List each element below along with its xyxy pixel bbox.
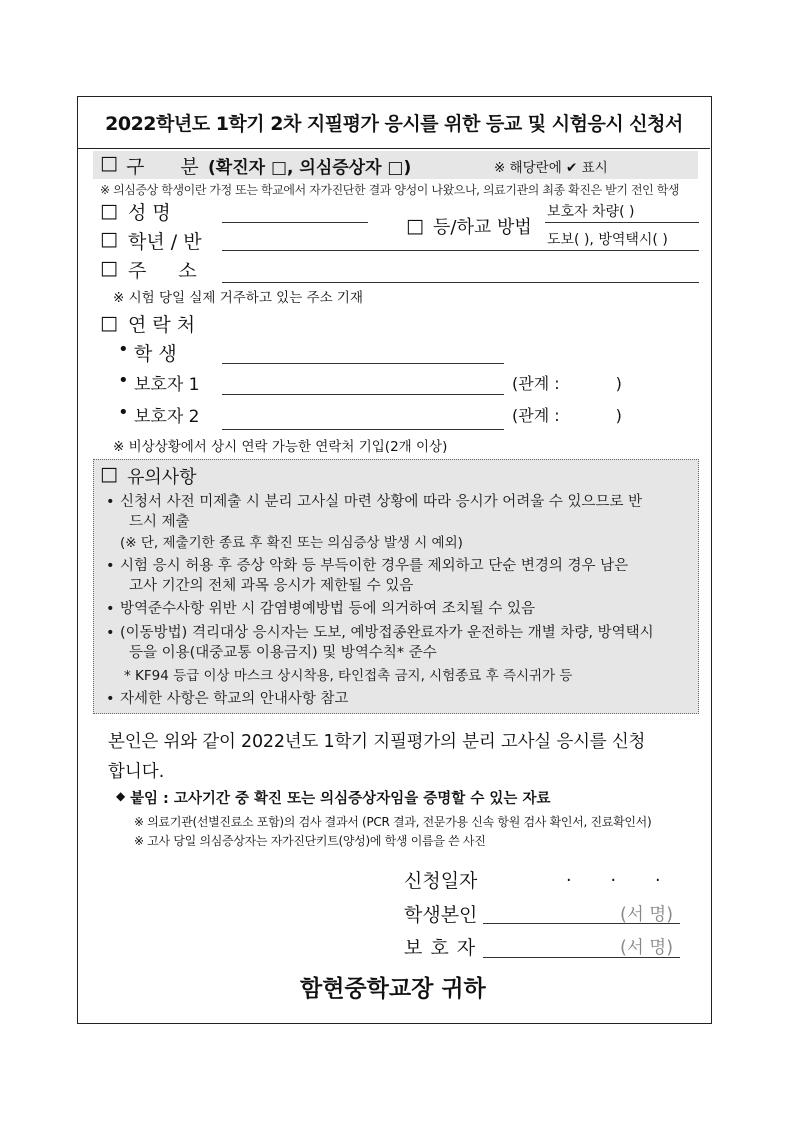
guardian1-relation[interactable]: (관계 : ): [512, 374, 622, 393]
statement-line-2: 합니다.: [108, 762, 165, 782]
commute-checkbox: □: [406, 215, 424, 237]
guardian-sign-mark: (서 명): [620, 938, 674, 958]
grade-label: 학년 / 반: [128, 231, 202, 253]
grade-checkbox: □: [100, 228, 118, 250]
category-options[interactable]: (확진자 □, 의심증상자 □): [208, 158, 412, 178]
student-contact-label: 학 생: [134, 343, 177, 365]
notice-bullet: •: [106, 691, 115, 707]
form-title: 2022학년도 1학기 2차 지필평가 응시를 위한 등교 및 시험응시 신청서: [78, 97, 710, 149]
recipient: 함현중학교장 귀하: [300, 976, 486, 1002]
attachment-note-1: ※ 의료기관(선별진료소 포함)의 검사 결과서 (PCR 결과, 전문가용 신속 항원 검사 확인서, 진료확인서): [134, 815, 652, 829]
notice-bullet: •: [106, 625, 115, 641]
name-label: 성 명: [128, 202, 171, 224]
attachment-label: 붙임 : 고사기간 중 확진 또는 의심증상자임을 증명할 수 있는 자료: [130, 791, 551, 807]
notice-item-4a: (이동방법) 격리대상 응시자는 도보, 예방접종완료자가 운전하는 개별 차량, 방역택시: [120, 625, 654, 641]
notice-item-4c: * KF94 등급 이상 마스크 상시착용, 타인접촉 금지, 시험종료 후 즉시귀가 등: [124, 668, 573, 684]
notice-item-3: 방역준수사항 위반 시 감염병예방법 등에 의거하여 조치될 수 있음: [120, 601, 536, 617]
notice-heading: 유의사항: [127, 467, 197, 488]
suspected-definition: ※ 의심증상 학생이란 가정 또는 학교에서 자가진단한 결과 양성이 나왔으나, 의료기관의 최종 확진은 받기 전인 학생: [100, 183, 680, 197]
guardian1-contact-line[interactable]: [222, 394, 504, 395]
commute-label: 등/하교 방법: [433, 217, 532, 238]
notice-item-1a: 신청서 사전 미제출 시 분리 고사실 마련 상황에 따라 응시가 어려울 수 있으므로 반: [120, 494, 643, 510]
address-input-line[interactable]: [222, 282, 699, 283]
name-input-line[interactable]: [222, 222, 368, 223]
student-sign-mark: (서 명): [620, 905, 674, 925]
guardian1-bullet: •: [118, 370, 129, 391]
guardian2-bullet: •: [118, 402, 129, 423]
commute-divider: [545, 222, 699, 223]
guardian-sign-label: 보 호 자: [404, 937, 476, 959]
grade-line-extension: [368, 250, 699, 251]
student-sign-label: 학생본인: [404, 904, 478, 926]
notice-checkbox: □: [100, 463, 118, 485]
check-instruction: ※ 해당란에 ✔ 표시: [494, 160, 608, 176]
contact-note: ※ 비상상황에서 상시 연락 가능한 연락처 기입(2개 이상): [113, 439, 448, 455]
attach-diamond-icon: ◆: [116, 789, 126, 803]
attachment-note-2: ※ 고사 당일 의심증상자는 자가진단키트(양성)에 학생 이름을 쓴 사진: [134, 834, 486, 848]
notice-item-5: 자세한 사항은 학교의 안내사항 참고: [120, 691, 349, 707]
application-form: [77, 96, 712, 1024]
notice-item-1c: (※ 단, 제출기한 종료 후 확진 또는 의심증상 발생 시 예외): [120, 535, 463, 551]
commute-option-car[interactable]: 보호자 차량( ): [547, 204, 635, 220]
notice-bullet: •: [106, 494, 115, 510]
student-bullet: •: [118, 339, 129, 360]
contact-checkbox: □: [100, 312, 118, 334]
guardian2-contact-line[interactable]: [222, 429, 504, 430]
name-checkbox: □: [100, 200, 118, 222]
statement-line-1: 본인은 위와 같이 2022년도 1학기 지필평가의 분리 고사실 응시를 신청: [108, 732, 646, 752]
commute-option-walk-taxi[interactable]: 도보( ), 방역택시( ): [547, 232, 668, 248]
notice-item-1b: 드시 제출: [129, 514, 190, 530]
category-label: 구 분: [126, 156, 199, 178]
address-label: 주 소: [128, 260, 197, 282]
guardian2-label: 보호자 2: [134, 407, 200, 427]
notice-item-4b: 등을 이용(대중교통 이용금지) 및 방역수칙* 준수: [129, 645, 437, 661]
date-label: 신청일자: [404, 870, 478, 892]
notice-bullet: •: [106, 558, 115, 574]
date-value[interactable]: . . .: [566, 866, 661, 886]
notice-item-2b: 고사 기간의 전체 과목 응시가 제한될 수 있음: [129, 578, 414, 594]
contact-label: 연 락 처: [128, 314, 196, 336]
notice-bullet: •: [106, 601, 115, 617]
address-checkbox: □: [100, 257, 118, 279]
grade-input-line[interactable]: [222, 250, 368, 251]
category-checkbox[interactable]: □: [100, 152, 118, 174]
student-contact-line[interactable]: [222, 363, 504, 364]
guardian2-relation[interactable]: (관계 : ): [512, 406, 622, 425]
guardian1-label: 보호자 1: [134, 375, 200, 395]
address-note: ※ 시험 당일 실제 거주하고 있는 주소 기재: [113, 290, 364, 306]
notice-item-2a: 시험 응시 허용 후 증상 악화 등 부득이한 경우를 제외하고 단순 변경의 경우 남은: [120, 558, 629, 574]
